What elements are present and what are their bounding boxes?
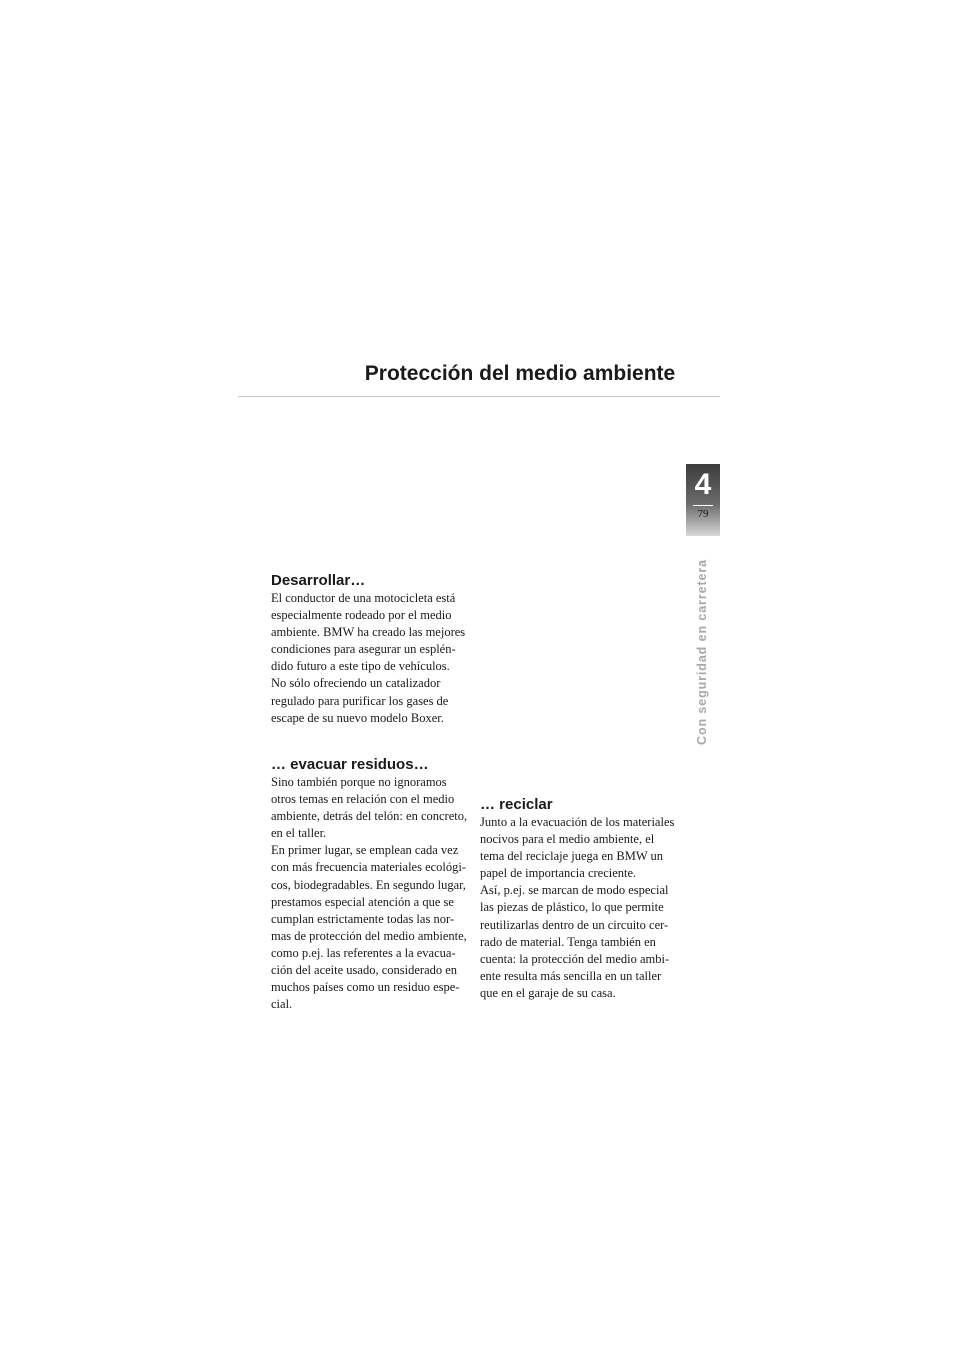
paragraph-line: papel de importancia creciente. xyxy=(480,866,637,881)
paragraph-line: escape de su nuevo modelo Boxer. xyxy=(271,710,444,725)
paragraph-line: como p.ej. las referentes a la evacua- xyxy=(271,945,456,960)
section-heading: Desarrollar… xyxy=(271,572,366,589)
paragraph-line: El conductor de una motocicleta está xyxy=(271,591,456,605)
paragraph-line: con más frecuencia materiales ecológi- xyxy=(271,860,467,875)
paragraph-line: rado de material. Tenga también en xyxy=(480,934,656,949)
chapter-tab xyxy=(686,464,720,536)
section-reciclar xyxy=(480,796,686,1002)
paragraph-line: prestamos especial atención a que se xyxy=(271,894,454,909)
paragraph-line: En primer lugar, se emplean cada vez xyxy=(271,843,459,858)
paragraph-line: cos, biodegradables. En segundo lugar, xyxy=(271,877,466,892)
paragraph-line: ción del aceite usado, considerado en xyxy=(271,963,458,978)
paragraph-line: No sólo ofreciendo un catalizador xyxy=(271,676,441,691)
paragraph-line: dido futuro a este tipo de vehículos. xyxy=(271,659,450,674)
paragraph-line: otros temas en relación con el medio xyxy=(271,792,455,807)
paragraph-line: cial. xyxy=(271,997,293,1012)
section-desarrollar xyxy=(271,572,471,727)
section-evacuar-residuos xyxy=(271,756,471,1013)
paragraph-line: reutilizarlas dentro de un circuito cer- xyxy=(480,917,669,932)
page-number: 79 xyxy=(697,508,709,520)
paragraph-line: muchos países como un residuo espe- xyxy=(271,980,460,995)
paragraph-line: regulado para purificar los gases de xyxy=(271,693,449,708)
paragraph-line: condiciones para asegurar un esplén- xyxy=(271,642,456,657)
paragraph-line: Junto a la evacuación de los materiales xyxy=(480,815,675,829)
paragraph-line: las piezas de plástico, lo que permite xyxy=(480,900,664,915)
paragraph-line: especialmente rodeado por el medio xyxy=(271,608,452,623)
paragraph-line: cumplan estrictamente todas las nor- xyxy=(271,911,455,926)
paragraph-line: cuenta: la protección del medio ambi- xyxy=(480,951,670,966)
section-heading: … reciclar xyxy=(480,796,553,813)
section-heading: … evacuar residuos… xyxy=(271,756,429,773)
paragraph-line: ambiente. BMW ha creado las mejores xyxy=(271,625,466,640)
paragraph-line: Sino también porque no ignoramos xyxy=(271,775,447,789)
chapter-number: 4 xyxy=(694,468,712,501)
paragraph-line: que en el garaje de su casa. xyxy=(480,985,616,1000)
page-title: Protección del medio ambiente xyxy=(364,362,676,385)
title-divider xyxy=(238,396,720,397)
paragraph-line: ambiente, detrás del telón: en concreto, xyxy=(271,809,468,824)
paragraph-line: nocivos para el medio ambiente, el xyxy=(480,832,655,847)
chapter-tab-divider xyxy=(693,505,713,506)
paragraph-line: mas de protección del medio ambiente, xyxy=(271,928,467,943)
paragraph-line: Así, p.ej. se marcan de modo especial xyxy=(480,883,669,898)
chapter-side-label: Con seguridad en carretera xyxy=(695,559,709,745)
paragraph-line: ente resulta más sencilla en un taller xyxy=(480,968,662,983)
paragraph-line: tema del reciclaje juega en BMW un xyxy=(480,849,664,864)
paragraph-line: en el taller. xyxy=(271,826,327,841)
